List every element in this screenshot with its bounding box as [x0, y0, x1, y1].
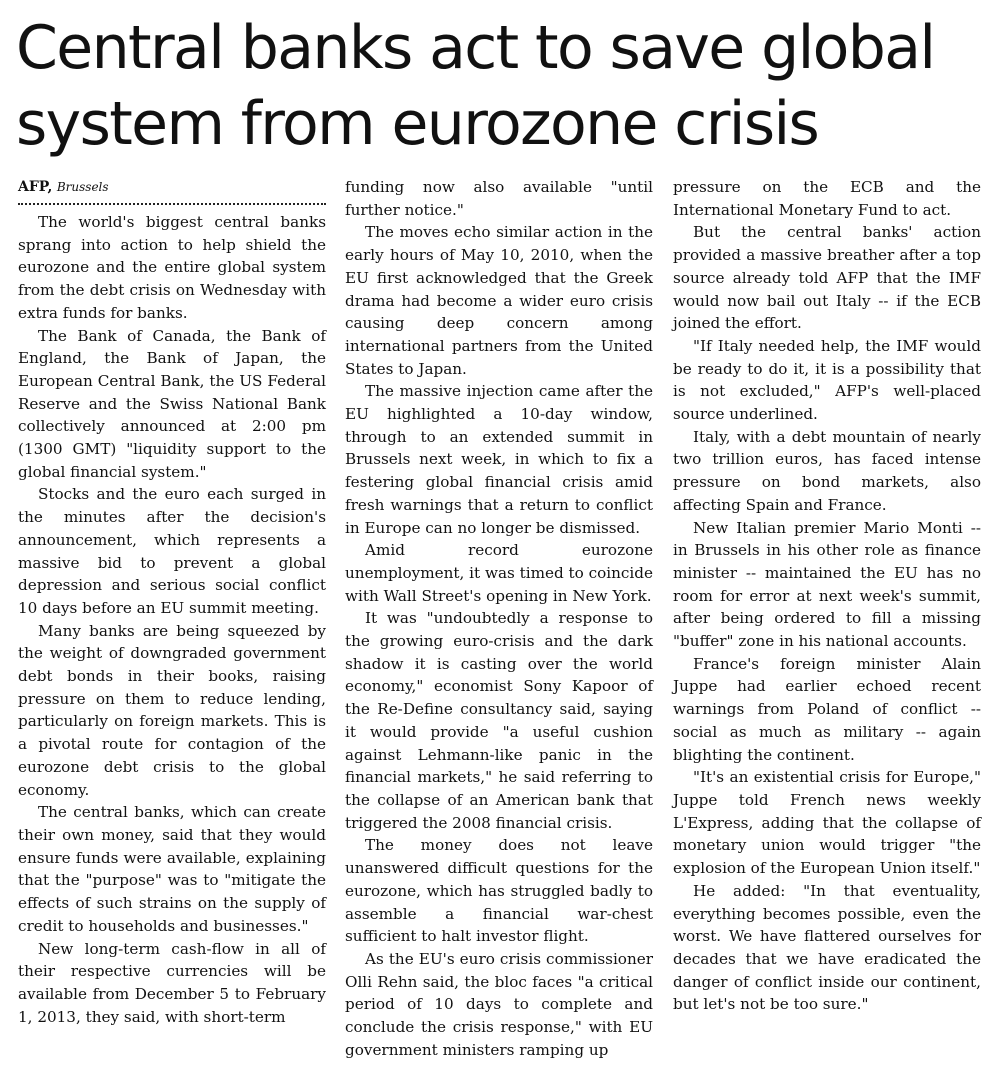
article-column-1: [18, 176, 326, 1028]
paragraph: The world's biggest central banks sprang into action to help shield the eurozone and the entire global system from the debt crisis on Wednesday with extra funds for banks.: [18, 213, 326, 322]
byline-place: Brussels: [56, 180, 109, 194]
byline: [18, 176, 326, 198]
paragraph-continued: pressure on the ECB and the International Monetary Fund to act.: [673, 178, 981, 219]
paragraph: It was "undoubtedly a response to the growing euro-crisis and the dark shadow it is casting over the world economy," economist Sony Kapoor of the Re-Define consultancy said, saying it would provide "a useful cushion against Lehmann-like panic in the financial markets," he said referring to the collapse of an American bank that triggered the 2008 financial crisis.: [345, 609, 653, 832]
paragraph: The massive injection came after the EU highlighted a 10-day window, through to an extended summit in Brussels next week, in which to fix a festering global financial crisis amid fresh warnings that a return to conflict in Europe can no longer be dismissed.: [345, 382, 653, 537]
paragraph: The money does not leave unanswered difficult questions for the eurozone, which has struggled badly to assemble a financial war-chest sufficient to halt investor flight.: [345, 836, 653, 946]
article-column-3: [673, 176, 981, 1016]
paragraph: Many banks are being squeezed by the weight of downgraded government debt bonds in their books, raising pressure on them to reduce lending, particularly on foreign markets. This is a pivotal route for contagion of the eurozone debt crisis to the global economy.: [18, 621, 326, 799]
paragraph: Stocks and the euro each surged in the minutes after the decision's announcement, which represents a massive bid to prevent a global depression and serious social conflict 10 days before an EU summit meeting.: [18, 485, 326, 617]
paragraph: The Bank of Canada, the Bank of England, the Bank of Japan, the European Central Bank, the US Federal Reserve and the Swiss National Bank collectively announced at 2:00 pm (1300 GMT) "liquidity support to the global financial system.": [18, 326, 326, 481]
paragraph: France's foreign minister Alain Juppe had earlier echoed recent warnings from Poland of conflict -- social as much as military -- again blighting the continent.: [673, 654, 981, 764]
paragraph: He added: "In that eventuality, everything becomes possible, even the worst. We have flattered ourselves for decades that we have eradicated the danger of conflict inside our continent, but let's not be too sure.": [673, 881, 981, 1014]
dotted-divider: [18, 203, 326, 205]
paragraph: The central banks, which can create their own money, said that they would ensure funds were available, explaining that the "purpose" was to "mitigate the effects of such strains on the supply of credit to households and businesses.": [18, 803, 326, 935]
headline: Central banks act to save global system from eurozone crisis: [16, 13, 935, 159]
paragraph: "It's an existential crisis for Europe," Juppe told French news weekly L'Express, adding that the collapse of monetary union would trigger "the explosion of the European Union itself.": [673, 768, 981, 878]
paragraph: New Italian premier Mario Monti -- in Brussels in his other role as finance minister -- maintained the EU has no room for error at next week's summit, after being ordered to fill a missing "buffer" zone in his national accounts.: [673, 518, 981, 651]
article-column-2: [345, 176, 653, 1061]
paragraph: Amid record eurozone unemployment, it was timed to coincide with Wall Street's opening in New York.: [345, 541, 653, 605]
paragraph-continued: funding now also available "until further notice.": [345, 178, 653, 219]
paragraph: "If Italy needed help, the IMF would be ready to do it, it is a possibility that is not excluded," AFP's well-placed source underlined.: [673, 336, 981, 424]
paragraph: New long-term cash-flow in all of their respective currencies will be available from December 5 to February 1, 2013, they said, with short-term: [18, 939, 326, 1026]
paragraph: But the central banks' action provided a massive breather after a top source already told AFP that the IMF would now bail out Italy -- if the ECB joined the effort.: [673, 223, 981, 333]
paragraph: As the EU's euro crisis commissioner Olli Rehn said, the bloc faces "a critical period of 10 days to complete and conclude the crisis response," with EU government ministers ramping up: [345, 949, 653, 1059]
byline-agency: AFP,: [18, 179, 53, 195]
paragraph: Italy, with a debt mountain of nearly two trillion euros, has faced intense pressure on bond markets, also affecting Spain and France.: [673, 427, 981, 514]
paragraph: The moves echo similar action in the early hours of May 10, 2010, when the EU first acknowledged that the Greek drama had become a wider euro crisis causing deep concern among international partners from the United States to Japan.: [345, 223, 653, 378]
